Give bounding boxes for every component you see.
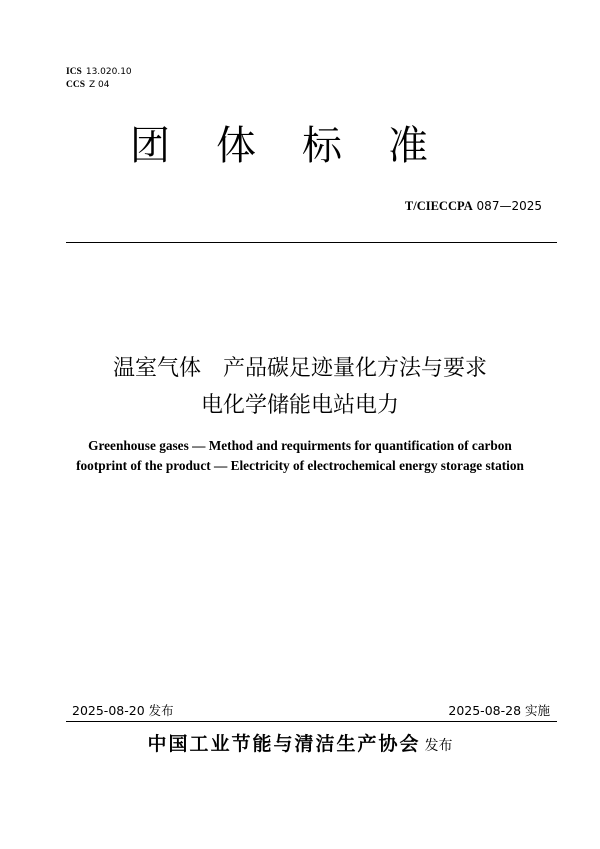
publisher (0, 731, 600, 759)
ics-code (66, 66, 132, 78)
english-title-line-1: Greenhouse gases — Method and requirments for quantification of carbon (88, 438, 512, 453)
standard-number-prefix: T/CIECCPA (404, 199, 473, 213)
bottom-divider (66, 721, 557, 722)
standard-number-value: 087—2025 (472, 199, 542, 213)
issue-date: 2025-08-20 发布 (72, 703, 174, 718)
ccs-label: CCS (66, 80, 86, 90)
publisher-action: 发布 (424, 738, 453, 754)
chinese-title-line-1: 温室气体 产品碳足迹量化方法与要求 (112, 356, 487, 381)
ccs-code (66, 79, 110, 91)
implementation-date: 2025-08-28 实施 (448, 703, 550, 718)
ics-label: ICS (66, 67, 82, 77)
ics-value: 13.020.10 (85, 67, 132, 77)
chinese-title-line-2: 电化学储能电站电力 (200, 393, 399, 418)
english-title-line-2: footprint of the product — Electricity of electrochemical energy storage station (76, 458, 524, 473)
standard-number (405, 198, 542, 214)
ccs-value: Z 04 (89, 80, 110, 90)
document-type-title: 团体标准 (130, 123, 474, 169)
top-divider (66, 242, 557, 243)
publisher-organization: 中国工业节能与清洁生产协会 (147, 733, 421, 755)
